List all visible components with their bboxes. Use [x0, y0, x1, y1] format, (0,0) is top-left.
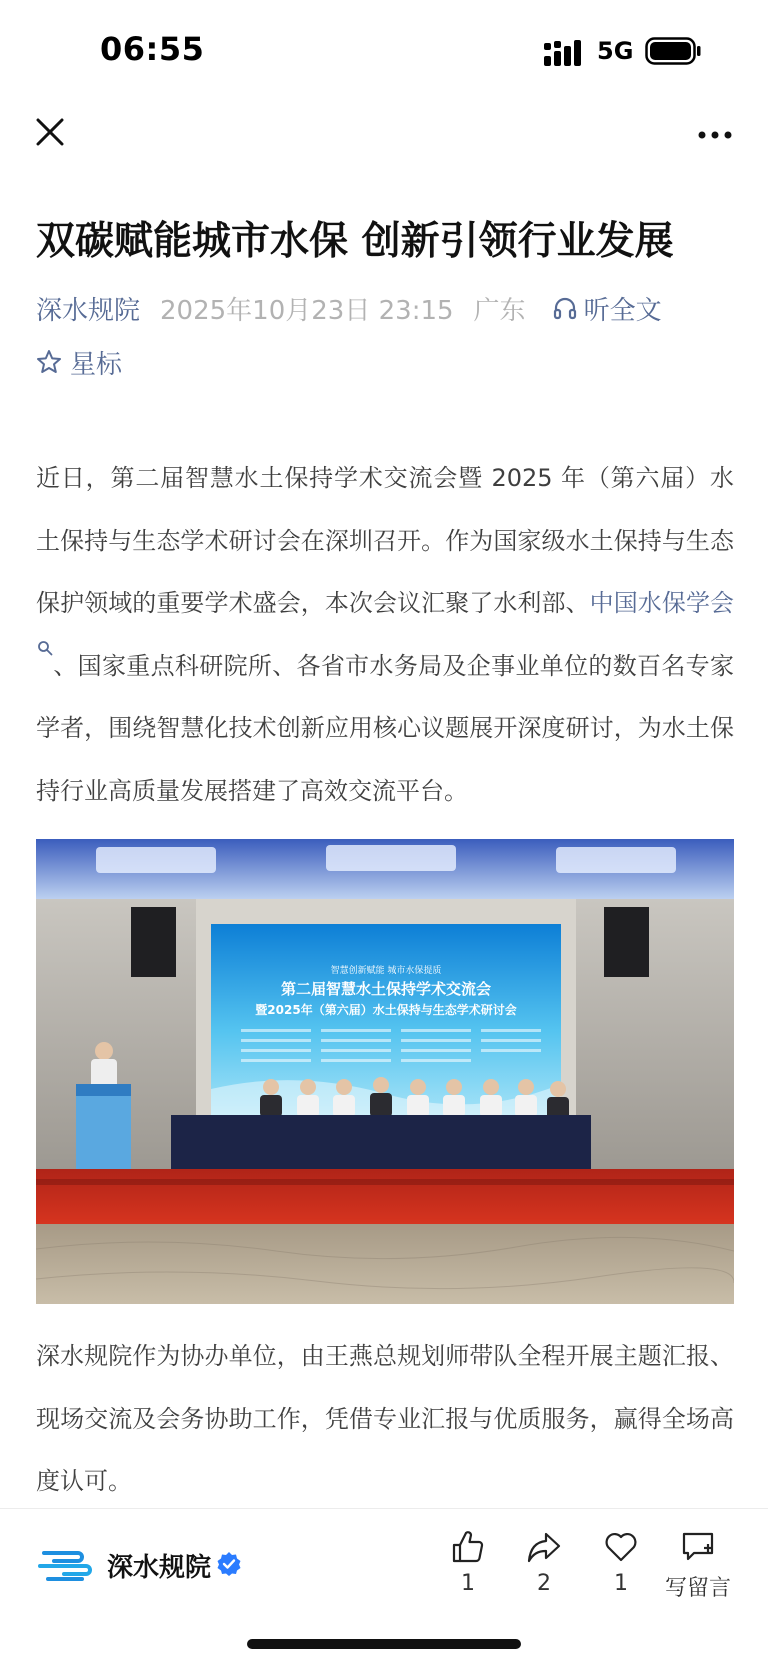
- headphones-icon: [552, 295, 578, 321]
- share-count: 2: [537, 1571, 551, 1596]
- status-bar: [0, 0, 768, 100]
- publish-date: 2025年10月23日 23:15: [160, 295, 454, 326]
- brand-name[interactable]: 深水规院: [107, 1553, 212, 1583]
- write-comment-label: 写留言: [664, 1576, 731, 1601]
- listen-label: 听全文: [583, 295, 662, 326]
- status-time: 06:55: [100, 30, 205, 68]
- more-dots-icon: [697, 130, 733, 140]
- publish-location: 广东: [473, 295, 526, 326]
- like-count: 1: [461, 1571, 475, 1596]
- article-title: 双碳赋能城市水保 创新引领行业发展: [36, 219, 674, 264]
- battery-icon: [645, 37, 701, 65]
- write-comment-button[interactable]: [660, 1529, 736, 1619]
- share-arrow-icon: [526, 1529, 562, 1565]
- network-type: 5G: [597, 37, 634, 65]
- star-icon: [36, 349, 62, 375]
- paragraph-text: 近日，第二届智慧水土保持学术交流会暨 2025 年（第六届）水土保持与生态学术研讨会在深圳召开。作为国家级水土保持与生态保护领域的重要学术盛会，本次会议汇聚了水利部、: [36, 464, 734, 617]
- listen-button[interactable]: [552, 290, 662, 327]
- search-icon[interactable]: [37, 640, 53, 656]
- article-meta: [36, 288, 662, 328]
- home-indicator[interactable]: [247, 1639, 521, 1649]
- account-link[interactable]: 深水规院: [36, 295, 141, 326]
- star-button[interactable]: [36, 342, 122, 382]
- close-button[interactable]: [30, 112, 70, 152]
- banner-line-2: 暨2025年（第六届）水土保持与生态学术研讨会: [255, 1003, 517, 1017]
- verified-badge-icon: [216, 1551, 242, 1577]
- banner-top-text: 智慧创新赋能 城市水保提质: [330, 966, 442, 976]
- banner-line-1: 第二届智慧水土保持学术交流会: [280, 980, 492, 998]
- like-button[interactable]: [430, 1529, 506, 1619]
- star-label: 星标: [70, 349, 123, 380]
- comment-icon: [680, 1529, 716, 1565]
- heart-icon: [603, 1529, 639, 1565]
- article-paragraph-2: 深水规院作为协办单位，由王燕总规划师带队全程开展主题汇报、现场交流及会务协助工作，凭借专业汇报与优质服务，赢得全场高度认可。: [36, 1342, 734, 1495]
- thumbs-up-icon: [450, 1529, 486, 1565]
- favorite-button[interactable]: [583, 1529, 659, 1619]
- more-button[interactable]: [690, 115, 740, 155]
- brand-logo[interactable]: [38, 1545, 92, 1587]
- conference-photo[interactable]: [36, 839, 734, 1304]
- conference-scene: [36, 839, 734, 1304]
- paragraph-text: 、国家重点科研院所、各省市水务局及企事业单位的数百名专家学者，围绕智慧化技术创新应用核心议题展开深度研讨，为水土保持行业高质量发展搭建了高效交流平台。: [36, 651, 734, 805]
- share-button[interactable]: [506, 1529, 582, 1619]
- article-paragraph-1: [36, 447, 734, 822]
- close-icon: [34, 116, 66, 148]
- favorite-count: 1: [614, 1571, 628, 1596]
- keyword-link[interactable]: 中国水保学会: [589, 589, 735, 617]
- signal-bars-icon: [544, 40, 590, 66]
